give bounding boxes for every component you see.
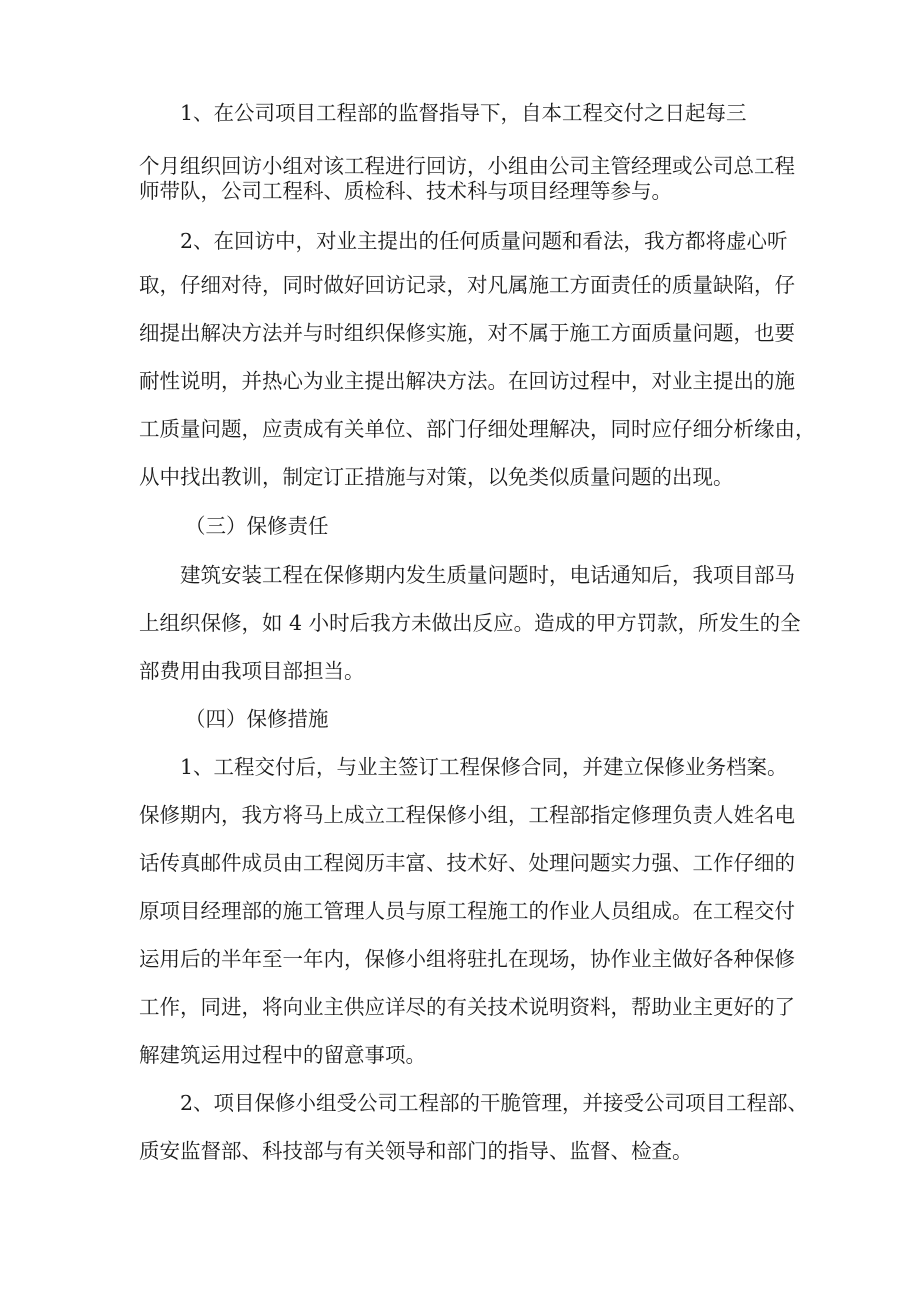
paragraph-4-line-1: 1、工程交付后，与业主签订工程保修合同，并建立保修业务档案。 [180, 755, 788, 779]
paragraph-2-line-5: 工质量问题，应责成有关单位、部门仔细处理解决，同时应仔细分析缘由， [139, 417, 816, 441]
section-heading-3: （三）保修责任 [185, 514, 329, 538]
paragraph-2-line-6: 从中找出教训，制定订正措施与对策，以免类似质量问题的出现。 [139, 465, 734, 489]
paragraph-5-line-2: 质安监督部、科技部与有关领导和部门的指导、监督、检查。 [139, 1139, 693, 1163]
paragraph-1-line-2: 个月组织回访小组对该工程进行回访，小组由公司主管经理或公司总工程 [139, 154, 795, 178]
paragraph-1-line-1: 1、在公司项目工程部的监督指导下，自本工程交付之日起每三 [180, 101, 747, 125]
paragraph-2-line-1: 2、在回访中，对业主提出的任何质量问题和看法，我方都将虚心听 [180, 229, 788, 253]
paragraph-3-line-3: 部费用由我项目部担当。 [139, 659, 365, 683]
paragraph-3-line-2: 上组织保修，如 4 小时后我方未做出反应。造成的甲方罚款，所发生的全 [139, 611, 801, 635]
paragraph-5-line-1: 2、项目保修小组受公司工程部的干脆管理，并接受公司项目工程部、 [180, 1091, 809, 1115]
section-heading-4: （四）保修措施 [185, 707, 329, 731]
paragraph-2-line-4: 耐性说明，并热心为业主提出解决方法。在回访过程中，对业主提出的施 [139, 369, 795, 393]
paragraph-3-line-1: 建筑安装工程在保修期内发生质量问题时，电话通知后，我项目部马 [180, 563, 795, 587]
paragraph-4-line-5: 运用后的半年至一年内，保修小组将驻扎在现场，协作业主做好各种保修 [139, 947, 795, 971]
paragraph-4-line-4: 原项目经理部的施工管理人员与原工程施工的作业人员组成。在工程交付 [139, 899, 795, 923]
paragraph-2-line-3: 细提出解决方法并与时组织保修实施，对不属于施工方面质量问题，也要 [139, 321, 795, 345]
paragraph-4-line-7: 解建筑运用过程中的留意事项。 [139, 1043, 426, 1067]
paragraph-4-line-2: 保修期内，我方将马上成立工程保修小组，工程部指定修理负责人姓名电 [139, 803, 795, 827]
paragraph-4-line-6: 工作，同进，将向业主供应详尽的有关技术说明资料，帮助业主更好的了 [139, 995, 795, 1019]
paragraph-4-line-3: 话传真邮件成员由工程阅历丰富、技术好、处理问题实力强、工作仔细的 [139, 851, 795, 875]
paragraph-2-line-2: 取，仔细对待，同时做好回访记录，对凡属施工方面责任的质量缺陷，仔 [139, 273, 795, 297]
paragraph-1-line-3: 师带队，公司工程科、质检科、技术科与项目经理等参与。 [139, 179, 672, 203]
